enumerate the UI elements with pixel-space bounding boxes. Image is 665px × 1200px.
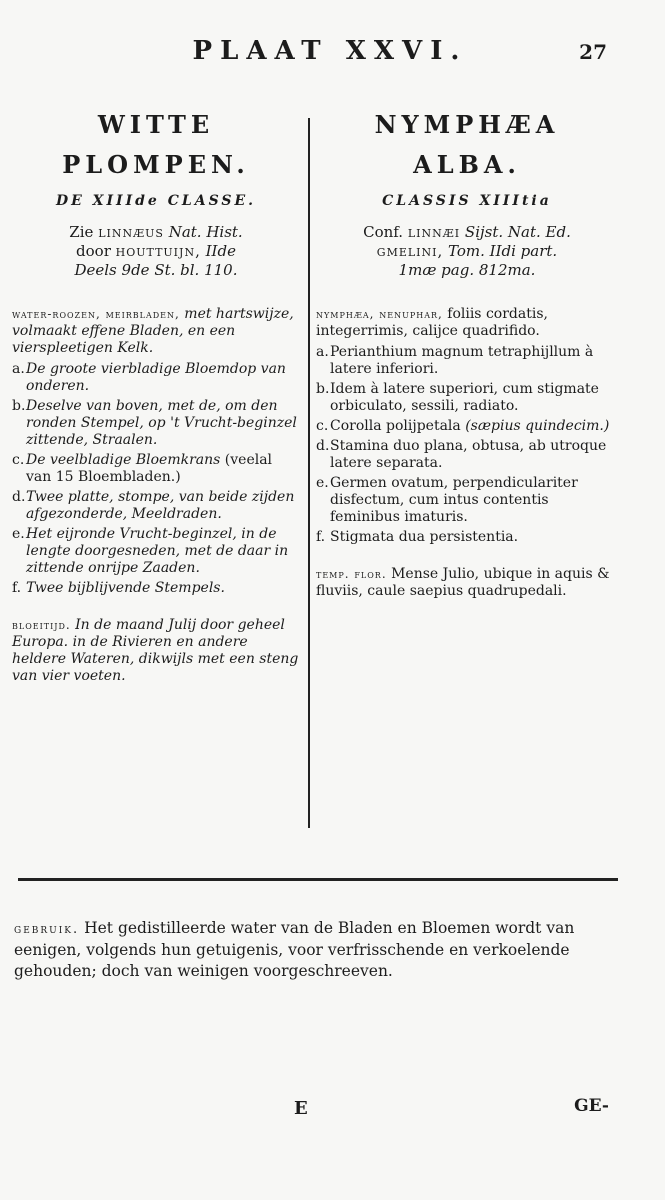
list-item: a. Perianthium magnum tetraphijllum à latere inferiori. [316,344,594,377]
list-item: b. Deselve van boven, met de, om den ronden Stempel, op 't Vrucht-beginzel zittende, Straalen. [12,398,297,448]
dutch-flowering-time: bloeitijd. In de maand Julij door geheel Europa. in de Rivieren en andere heldere Wateren, dikwijls met een steng van vier voeten. [12,617,299,684]
list-item: f. Stigmata dua persistentia. [316,529,519,545]
dutch-title-line1: WITTE [97,110,215,139]
list-item: a. De groote vierbladige Bloemdop van onderen. [12,361,286,394]
list-item: e. Germen ovatum, perpendiculariter disfectum, cum intus contentis feminibus imaturis. [316,475,578,525]
column-divider [308,118,310,828]
latin-column [316,105,618,600]
horizontal-rule [18,878,618,881]
dutch-title-line2: PLOMPEN. [62,150,250,179]
list-item: c. Corolla polijpetala (sæpius quindecim.) [316,418,610,434]
dutch-classe: DE XIIIde CLASSE. [55,193,257,209]
latin-reference: Conf. linnæi Sijst. Nat. Ed. gmelini, Tom. IIdi part. 1mæ pag. 812ma. [363,223,571,279]
latin-description: nymphæa, nenuphar, foliis cordatis, integerrimis, calijce quadrifido. [316,306,548,339]
list-item: e. Het eijronde Vrucht-beginzel, in de lengte doorgesneden, met de daar in zittende onrijpe Zaaden. [12,526,289,576]
dutch-description: water-roozen, meirbladen, met hartswijze, volmaakt effene Bladen, en een vierspleetigen Kelk. [12,306,294,356]
page-number: 27 [579,40,607,64]
plate-title: PLAAT XXVI. [192,36,468,66]
list-item: d. Stamina duo plana, obtusa, ab utroque latere separata. [316,438,607,471]
latin-classis: CLASSIS XIIItia [382,193,552,209]
dutch-reference: Zie linnæus Nat. Hist. door houttuijn, IIde Deels 9de St. bl. 110. [69,223,243,279]
list-item: f. Twee bijblijvende Stempels. [12,580,225,596]
usage-paragraph: gebruik. Het gedistilleerde water van de Bladen en Bloemen wordt van eenigen, volgends hun getuigenis, voor verfrisschende en verkoelende gehouden; doch van weinigen voorgeschreeven. [14,919,575,980]
list-item: c. De veelbladige Bloemkrans (veelal van 15 Bloembladen.) [12,452,273,485]
latin-item-list [316,344,618,546]
dutch-column [12,105,300,685]
latin-title-line2: ALBA. [413,150,521,179]
list-item: d. Twee platte, stompe, van beide zijden afgezonderde, Meeldraden. [12,489,295,522]
signature-mark: E [294,1098,308,1119]
latin-title-line1: NYMPHÆA [374,110,560,139]
catchword: GE- [574,1096,609,1116]
dutch-item-list [12,361,300,597]
list-item: b. Idem à latere superiori, cum stigmate orbiculato, sessili, radiato. [316,381,599,414]
latin-flowering-time: temp. flor. Mense Julio, ubique in aquis & fluviis, caule saepius quadrupedali. [316,566,610,599]
